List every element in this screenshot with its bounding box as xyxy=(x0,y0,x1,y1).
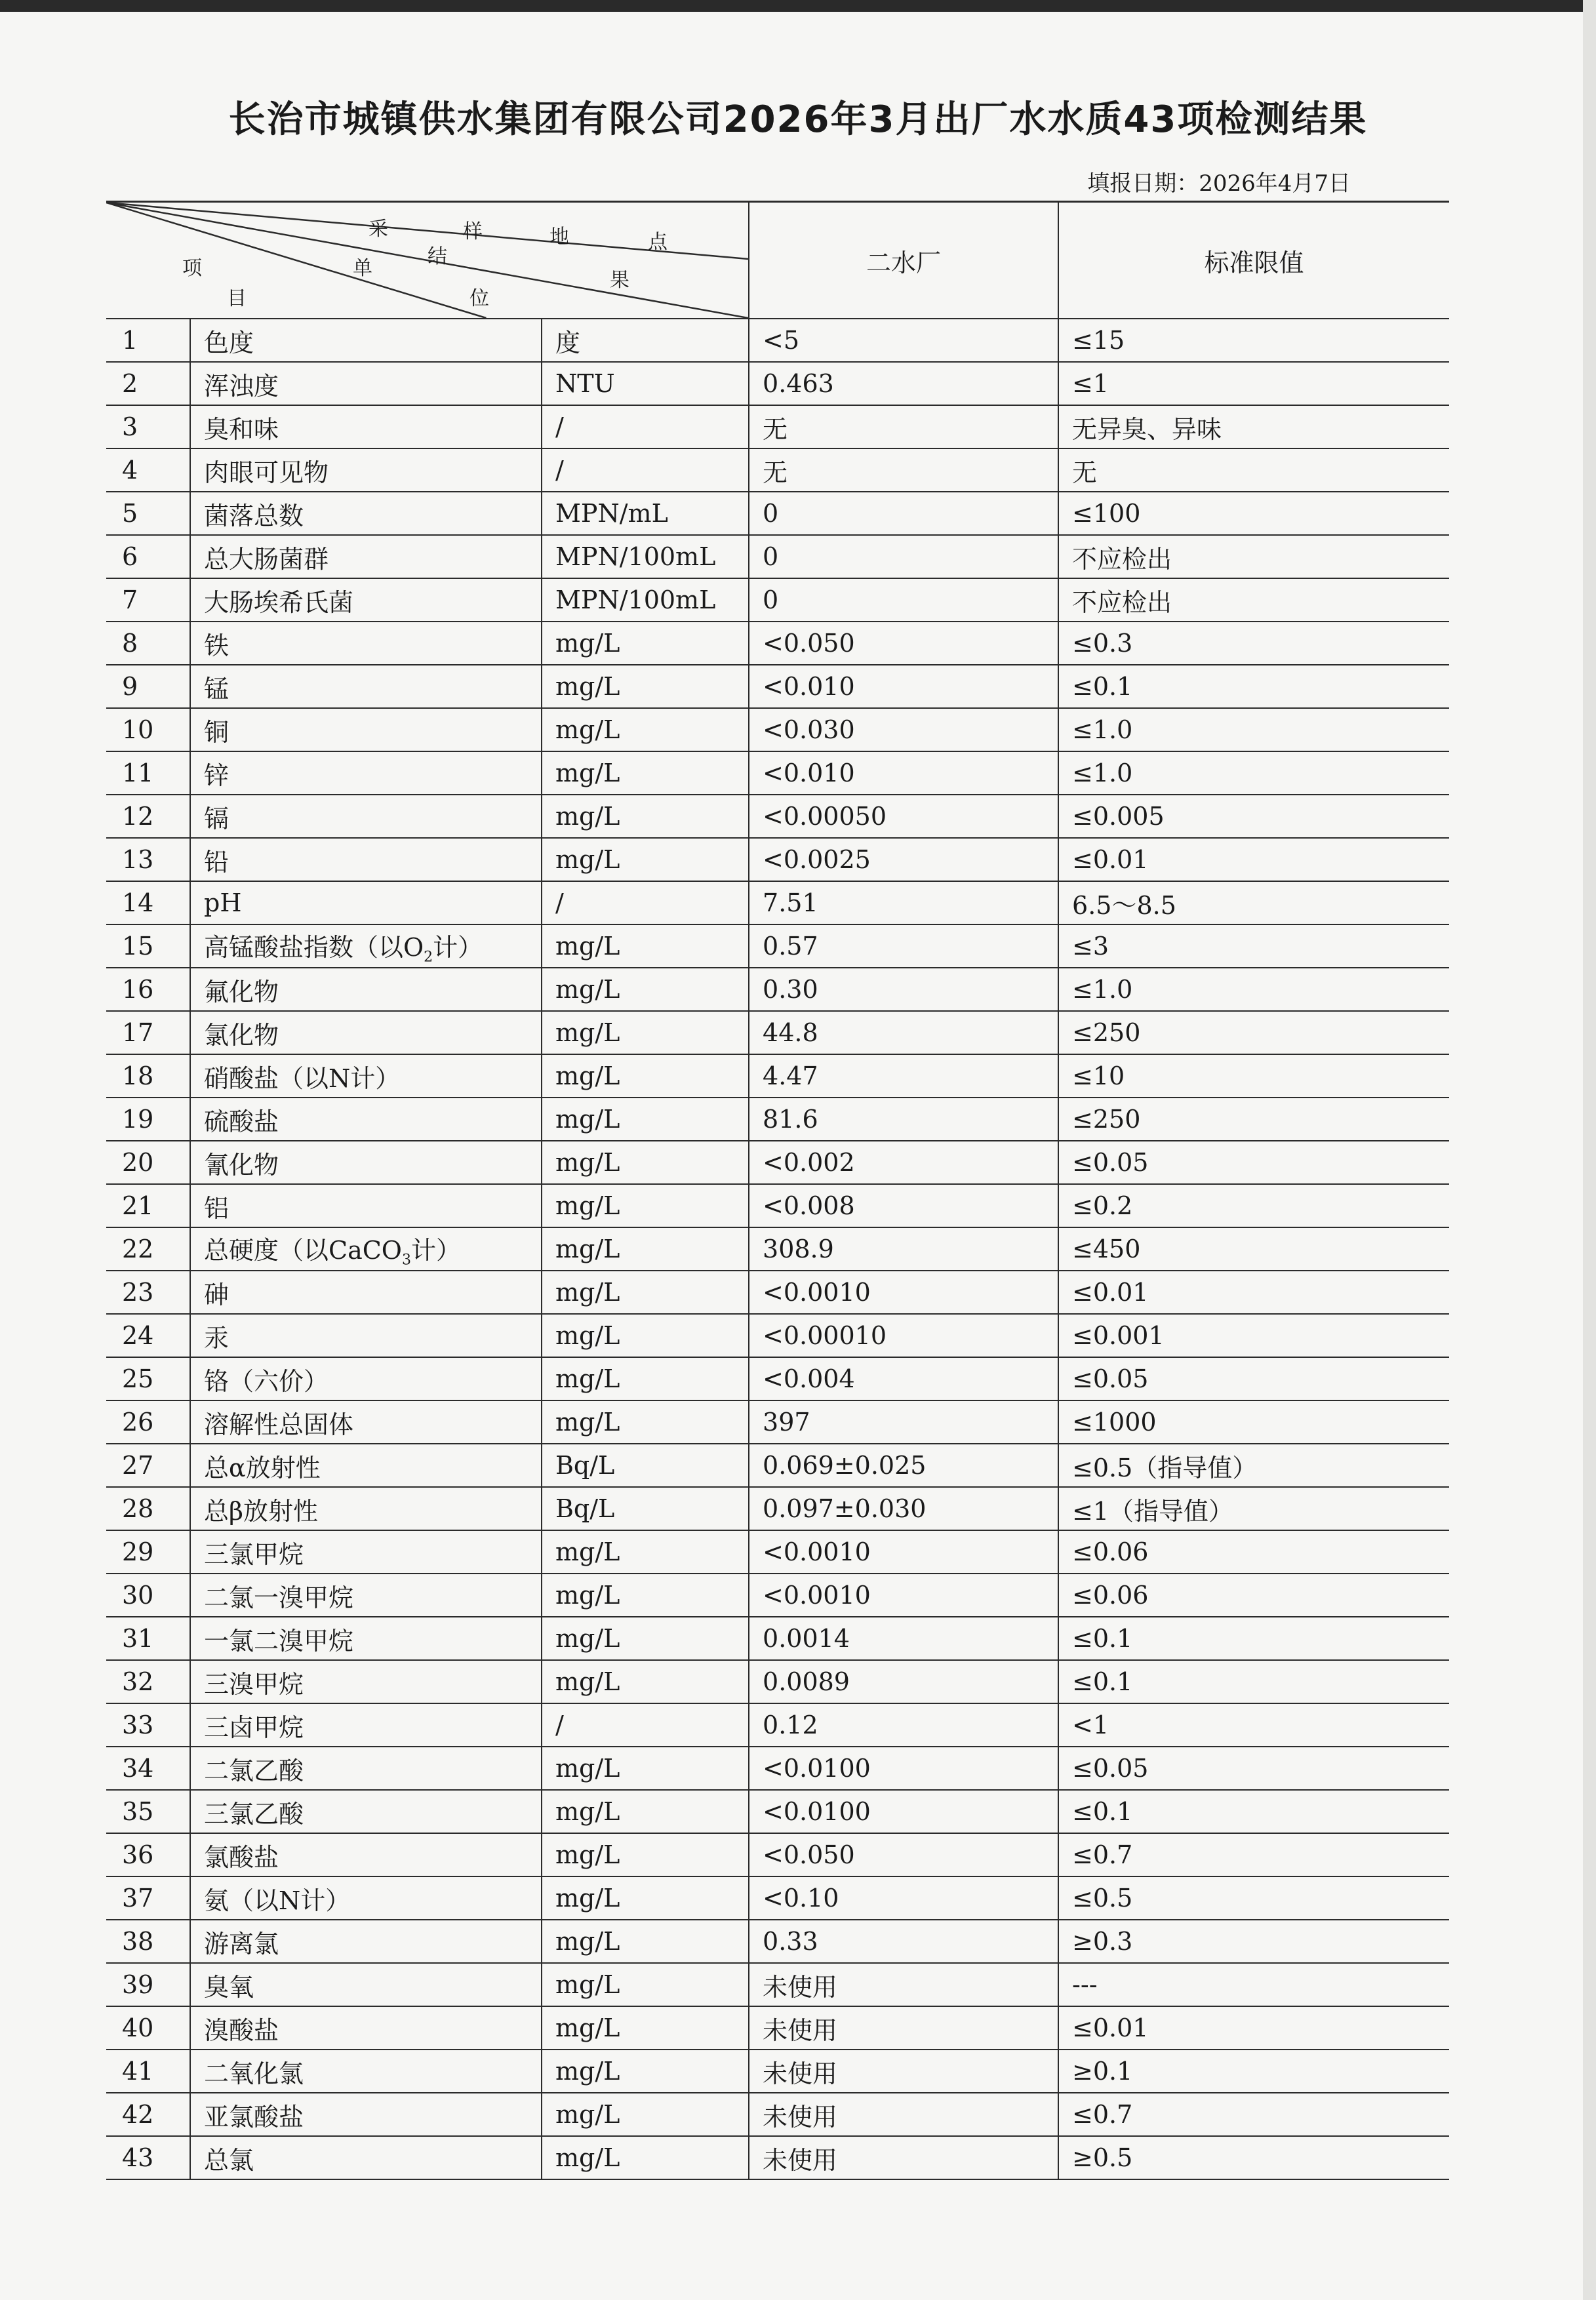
row-unit: mg/L xyxy=(542,1054,749,1098)
row-result: <0.002 xyxy=(749,1141,1058,1184)
row-result: <0.0100 xyxy=(749,1747,1058,1790)
row-result: 未使用 xyxy=(749,2006,1058,2050)
row-item: 铬（六价） xyxy=(190,1357,542,1400)
table-row xyxy=(106,1011,1449,1054)
row-number: 39 xyxy=(106,1963,190,2006)
row-result: 81.6 xyxy=(749,1098,1058,1141)
row-unit: mg/L xyxy=(542,838,749,881)
header-label-di: 地 xyxy=(549,226,569,248)
row-limit: ≤250 xyxy=(1058,1011,1449,1054)
row-result: 0 xyxy=(749,535,1058,578)
row-unit: mg/L xyxy=(542,751,749,795)
row-limit: ≤0.1 xyxy=(1058,1617,1449,1660)
row-item: 总大肠菌群 xyxy=(190,535,542,578)
row-unit: Bq/L xyxy=(542,1487,749,1530)
row-limit: 6.5～8.5 xyxy=(1058,881,1449,924)
row-limit: ≤0.2 xyxy=(1058,1184,1449,1227)
header-label-xiang: 项 xyxy=(182,257,202,280)
row-unit: mg/L xyxy=(542,708,749,751)
row-unit: mg/L xyxy=(542,1617,749,1660)
row-unit: mg/L xyxy=(542,2093,749,2136)
scan-top-edge xyxy=(0,0,1596,12)
row-number: 5 xyxy=(106,492,190,535)
table-row xyxy=(106,578,1449,622)
table-row xyxy=(106,448,1449,492)
table-row xyxy=(106,622,1449,665)
row-limit: ≤100 xyxy=(1058,492,1449,535)
header-label-jie: 结 xyxy=(428,245,447,268)
row-result: <0.030 xyxy=(749,708,1058,751)
row-unit: mg/L xyxy=(542,1660,749,1703)
row-unit: / xyxy=(542,448,749,492)
row-result: <5 xyxy=(749,319,1058,362)
row-item: 三溴甲烷 xyxy=(190,1660,542,1703)
table-row xyxy=(106,968,1449,1011)
row-result: <0.0010 xyxy=(749,1271,1058,1314)
row-item: 总氯 xyxy=(190,2136,542,2179)
row-item xyxy=(190,924,542,968)
row-item-subscript: 2 xyxy=(424,949,433,966)
row-result: 0.0089 xyxy=(749,1660,1058,1703)
row-item: 氨（以N计） xyxy=(190,1876,542,1920)
row-limit: 无异臭、异味 xyxy=(1058,405,1449,448)
row-limit: 不应检出 xyxy=(1058,535,1449,578)
header-label-dian: 点 xyxy=(648,231,668,254)
row-result: <0.050 xyxy=(749,1833,1058,1876)
row-result: 未使用 xyxy=(749,2050,1058,2093)
row-number: 42 xyxy=(106,2093,190,2136)
row-limit: ≤1 xyxy=(1058,362,1449,405)
row-result: <0.010 xyxy=(749,665,1058,708)
row-result: 0 xyxy=(749,492,1058,535)
row-number: 6 xyxy=(106,535,190,578)
row-number: 22 xyxy=(106,1227,190,1271)
table-row xyxy=(106,1400,1449,1444)
row-item: 一氯二溴甲烷 xyxy=(190,1617,542,1660)
row-result: 0.069±0.025 xyxy=(749,1444,1058,1487)
row-result: 0.57 xyxy=(749,924,1058,968)
row-limit: ≤1（指导值） xyxy=(1058,1487,1449,1530)
table-row xyxy=(106,1703,1449,1747)
row-item-tail: 计） xyxy=(433,932,483,962)
row-unit: mg/L xyxy=(542,1271,749,1314)
table-row xyxy=(106,535,1449,578)
row-unit: mg/L xyxy=(542,1184,749,1227)
row-result: <0.0025 xyxy=(749,838,1058,881)
row-limit: ≤10 xyxy=(1058,1054,1449,1098)
row-unit: mg/L xyxy=(542,1790,749,1833)
table-row xyxy=(106,1141,1449,1184)
row-item: 浑浊度 xyxy=(190,362,542,405)
row-item: 锰 xyxy=(190,665,542,708)
row-result: 无 xyxy=(749,448,1058,492)
row-number: 7 xyxy=(106,578,190,622)
row-number: 15 xyxy=(106,924,190,968)
page-title: 长治市城镇供水集团有限公司2026年3月出厂水水质43项检测结果 xyxy=(228,98,1368,141)
row-number: 41 xyxy=(106,2050,190,2093)
row-item: 镉 xyxy=(190,795,542,838)
row-item: 氯酸盐 xyxy=(190,1833,542,1876)
row-limit: ≤0.3 xyxy=(1058,622,1449,665)
row-number: 25 xyxy=(106,1357,190,1400)
header-limit: 标准限值 xyxy=(1058,202,1449,319)
row-result: 0.097±0.030 xyxy=(749,1487,1058,1530)
table-row xyxy=(106,362,1449,405)
row-result: 7.51 xyxy=(749,881,1058,924)
row-result: <0.050 xyxy=(749,622,1058,665)
row-limit: ≤0.7 xyxy=(1058,1833,1449,1876)
row-limit: ≤15 xyxy=(1058,319,1449,362)
row-item-subscript: 3 xyxy=(401,1252,411,1269)
row-result: <0.0010 xyxy=(749,1574,1058,1617)
table-row xyxy=(106,1833,1449,1876)
row-unit: NTU xyxy=(542,362,749,405)
row-item: 锌 xyxy=(190,751,542,795)
row-unit: mg/L xyxy=(542,1314,749,1357)
row-number: 36 xyxy=(106,1833,190,1876)
table-row xyxy=(106,1227,1449,1271)
row-unit: MPN/mL xyxy=(542,492,749,535)
row-result: 0.30 xyxy=(749,968,1058,1011)
row-item xyxy=(190,1227,542,1271)
row-number: 26 xyxy=(106,1400,190,1444)
row-limit: ≤0.01 xyxy=(1058,838,1449,881)
row-unit: MPN/100mL xyxy=(542,578,749,622)
row-unit: mg/L xyxy=(542,665,749,708)
row-limit: ≤3 xyxy=(1058,924,1449,968)
row-number: 20 xyxy=(106,1141,190,1184)
row-unit: mg/L xyxy=(542,924,749,968)
row-number: 34 xyxy=(106,1747,190,1790)
results-table xyxy=(106,201,1449,2180)
table-row xyxy=(106,492,1449,535)
row-item: 臭和味 xyxy=(190,405,542,448)
table-row xyxy=(106,2006,1449,2050)
table-row xyxy=(106,405,1449,448)
row-unit: mg/L xyxy=(542,1227,749,1271)
row-number: 29 xyxy=(106,1530,190,1574)
table-row xyxy=(106,1098,1449,1141)
row-unit: mg/L xyxy=(542,1833,749,1876)
row-unit: mg/L xyxy=(542,795,749,838)
row-number: 12 xyxy=(106,795,190,838)
table-row xyxy=(106,1963,1449,2006)
row-number: 4 xyxy=(106,448,190,492)
table-header-row xyxy=(106,202,1449,319)
row-limit: ≤1.0 xyxy=(1058,751,1449,795)
row-result: 未使用 xyxy=(749,2093,1058,2136)
row-unit: mg/L xyxy=(542,1574,749,1617)
table-row xyxy=(106,2093,1449,2136)
row-unit: mg/L xyxy=(542,1141,749,1184)
row-item: 硝酸盐（以N计） xyxy=(190,1054,542,1098)
row-item: 二氧化氯 xyxy=(190,2050,542,2093)
row-result: 308.9 xyxy=(749,1227,1058,1271)
table-row xyxy=(106,1184,1449,1227)
row-unit: mg/L xyxy=(542,2050,749,2093)
row-unit: mg/L xyxy=(542,1011,749,1054)
row-item: 溴酸盐 xyxy=(190,2006,542,2050)
row-unit: mg/L xyxy=(542,1876,749,1920)
row-unit: mg/L xyxy=(542,1357,749,1400)
table-row xyxy=(106,2136,1449,2179)
table-row xyxy=(106,924,1449,968)
table-row xyxy=(106,1444,1449,1487)
row-result: 0.33 xyxy=(749,1920,1058,1963)
table-row xyxy=(106,1574,1449,1617)
row-unit: mg/L xyxy=(542,1963,749,2006)
row-item: 氯化物 xyxy=(190,1011,542,1054)
row-item: 三氯甲烷 xyxy=(190,1530,542,1574)
header-label-mu: 目 xyxy=(227,287,247,310)
row-number: 40 xyxy=(106,2006,190,2050)
row-unit: mg/L xyxy=(542,968,749,1011)
row-item: 菌落总数 xyxy=(190,492,542,535)
row-result: <0.10 xyxy=(749,1876,1058,1920)
row-unit: mg/L xyxy=(542,1530,749,1574)
row-result: 0.463 xyxy=(749,362,1058,405)
row-limit: ≤0.1 xyxy=(1058,1790,1449,1833)
row-number: 11 xyxy=(106,751,190,795)
row-item: 铁 xyxy=(190,622,542,665)
row-number: 13 xyxy=(106,838,190,881)
row-number: 30 xyxy=(106,1574,190,1617)
row-limit: ≤0.05 xyxy=(1058,1357,1449,1400)
row-limit: ≤0.01 xyxy=(1058,1271,1449,1314)
row-result: 0 xyxy=(749,578,1058,622)
row-item: 臭氧 xyxy=(190,1963,542,2006)
row-number: 14 xyxy=(106,881,190,924)
row-item: 铝 xyxy=(190,1184,542,1227)
row-number: 37 xyxy=(106,1876,190,1920)
row-number: 3 xyxy=(106,405,190,448)
row-item: 游离氯 xyxy=(190,1920,542,1963)
row-limit: ≤0.06 xyxy=(1058,1530,1449,1574)
table-row xyxy=(106,708,1449,751)
row-item: 溶解性总固体 xyxy=(190,1400,542,1444)
row-unit: mg/L xyxy=(542,2136,749,2179)
row-unit: MPN/100mL xyxy=(542,535,749,578)
scan-right-edge xyxy=(1583,0,1596,2300)
header-label-guo: 果 xyxy=(610,269,629,292)
row-result: 44.8 xyxy=(749,1011,1058,1054)
row-result: <0.010 xyxy=(749,751,1058,795)
row-result: 0.12 xyxy=(749,1703,1058,1747)
row-limit: ≤0.7 xyxy=(1058,2093,1449,2136)
row-item: 二氯乙酸 xyxy=(190,1747,542,1790)
row-number: 19 xyxy=(106,1098,190,1141)
row-item-text: 总硬度（以CaCO xyxy=(204,1235,402,1265)
header-label-cai: 采 xyxy=(369,218,388,241)
row-number: 21 xyxy=(106,1184,190,1227)
table-row xyxy=(106,838,1449,881)
row-result: 未使用 xyxy=(749,1963,1058,2006)
row-limit: ≥0.1 xyxy=(1058,2050,1449,2093)
row-item-text: 高锰酸盐指数（以O xyxy=(204,932,424,962)
table-row xyxy=(106,1920,1449,1963)
row-number: 35 xyxy=(106,1790,190,1833)
table-row xyxy=(106,1054,1449,1098)
row-number: 27 xyxy=(106,1444,190,1487)
row-limit: ≤1.0 xyxy=(1058,968,1449,1011)
row-result: 未使用 xyxy=(749,2136,1058,2179)
row-item-tail: 计） xyxy=(410,1235,461,1265)
row-limit: --- xyxy=(1058,1963,1449,2006)
row-result: <0.0010 xyxy=(749,1530,1058,1574)
row-limit: ≤0.5 xyxy=(1058,1876,1449,1920)
table-row xyxy=(106,1357,1449,1400)
row-item: 亚氯酸盐 xyxy=(190,2093,542,2136)
row-limit: ≥0.5 xyxy=(1058,2136,1449,2179)
row-limit: ≤1.0 xyxy=(1058,708,1449,751)
table-row xyxy=(106,1790,1449,1833)
row-result: <0.008 xyxy=(749,1184,1058,1227)
table-row xyxy=(106,1271,1449,1314)
row-item: 铜 xyxy=(190,708,542,751)
row-number: 8 xyxy=(106,622,190,665)
row-unit: mg/L xyxy=(542,1920,749,1963)
row-number: 23 xyxy=(106,1271,190,1314)
row-item: 三卤甲烷 xyxy=(190,1703,542,1747)
row-number: 16 xyxy=(106,968,190,1011)
row-item: 砷 xyxy=(190,1271,542,1314)
row-number: 31 xyxy=(106,1617,190,1660)
row-limit: ≤250 xyxy=(1058,1098,1449,1141)
row-limit: <1 xyxy=(1058,1703,1449,1747)
row-result: 4.47 xyxy=(749,1054,1058,1098)
row-limit: ≤0.1 xyxy=(1058,665,1449,708)
header-label-dan: 单 xyxy=(353,257,372,280)
row-limit: ≤0.5（指导值） xyxy=(1058,1444,1449,1487)
table-row xyxy=(106,795,1449,838)
row-result: 无 xyxy=(749,405,1058,448)
row-number: 17 xyxy=(106,1011,190,1054)
row-item: 二氯一溴甲烷 xyxy=(190,1574,542,1617)
row-item: 氰化物 xyxy=(190,1141,542,1184)
table-row xyxy=(106,1314,1449,1357)
row-unit: mg/L xyxy=(542,2006,749,2050)
row-limit: ≤0.06 xyxy=(1058,1574,1449,1617)
table-row xyxy=(106,881,1449,924)
row-limit: ≤0.1 xyxy=(1058,1660,1449,1703)
row-unit: Bq/L xyxy=(542,1444,749,1487)
row-number: 9 xyxy=(106,665,190,708)
row-unit: / xyxy=(542,405,749,448)
header-plant: 二水厂 xyxy=(749,202,1058,319)
row-number: 18 xyxy=(106,1054,190,1098)
row-limit: ≤0.001 xyxy=(1058,1314,1449,1357)
table-row xyxy=(106,751,1449,795)
row-item: 大肠埃希氏菌 xyxy=(190,578,542,622)
row-number: 1 xyxy=(106,319,190,362)
row-result: 397 xyxy=(749,1400,1058,1444)
row-item: 氟化物 xyxy=(190,968,542,1011)
row-unit: mg/L xyxy=(542,622,749,665)
row-limit: ≤1000 xyxy=(1058,1400,1449,1444)
row-unit: / xyxy=(542,1703,749,1747)
table-row xyxy=(106,2050,1449,2093)
table-row xyxy=(106,1747,1449,1790)
header-label-yang: 样 xyxy=(463,220,483,243)
row-number: 33 xyxy=(106,1703,190,1747)
row-item: 总α放射性 xyxy=(190,1444,542,1487)
row-item: 硫酸盐 xyxy=(190,1098,542,1141)
table-row xyxy=(106,1617,1449,1660)
row-unit: 度 xyxy=(542,319,749,362)
row-unit: mg/L xyxy=(542,1400,749,1444)
row-number: 2 xyxy=(106,362,190,405)
row-item: 色度 xyxy=(190,319,542,362)
fill-date: 填报日期：2026年4月7日 xyxy=(1087,170,1351,197)
row-item: 肉眼可见物 xyxy=(190,448,542,492)
row-limit: 不应检出 xyxy=(1058,578,1449,622)
row-number: 24 xyxy=(106,1314,190,1357)
table-row xyxy=(106,1876,1449,1920)
header-label-wei: 位 xyxy=(469,287,489,310)
row-limit: ≥0.3 xyxy=(1058,1920,1449,1963)
row-item: 三氯乙酸 xyxy=(190,1790,542,1833)
row-item: pH xyxy=(190,881,542,924)
row-unit: / xyxy=(542,881,749,924)
row-number: 38 xyxy=(106,1920,190,1963)
row-item: 总β放射性 xyxy=(190,1487,542,1530)
row-limit: ≤0.05 xyxy=(1058,1747,1449,1790)
row-number: 28 xyxy=(106,1487,190,1530)
row-result: <0.0100 xyxy=(749,1790,1058,1833)
row-item: 汞 xyxy=(190,1314,542,1357)
row-number: 32 xyxy=(106,1660,190,1703)
row-result: 0.0014 xyxy=(749,1617,1058,1660)
table-row xyxy=(106,1660,1449,1703)
row-unit: mg/L xyxy=(542,1098,749,1141)
diagonal-header-cell xyxy=(106,202,749,319)
row-limit: ≤0.01 xyxy=(1058,2006,1449,2050)
row-number: 43 xyxy=(106,2136,190,2179)
row-result: <0.00050 xyxy=(749,795,1058,838)
row-number: 10 xyxy=(106,708,190,751)
row-limit: ≤0.05 xyxy=(1058,1141,1449,1184)
row-limit: 无 xyxy=(1058,448,1449,492)
row-result: <0.004 xyxy=(749,1357,1058,1400)
row-limit: ≤0.005 xyxy=(1058,795,1449,838)
row-result: <0.00010 xyxy=(749,1314,1058,1357)
table-row xyxy=(106,665,1449,708)
table-row xyxy=(106,319,1449,362)
row-unit: mg/L xyxy=(542,1747,749,1790)
table-row xyxy=(106,1487,1449,1530)
table-row xyxy=(106,1530,1449,1574)
row-limit: ≤450 xyxy=(1058,1227,1449,1271)
row-item: 铅 xyxy=(190,838,542,881)
